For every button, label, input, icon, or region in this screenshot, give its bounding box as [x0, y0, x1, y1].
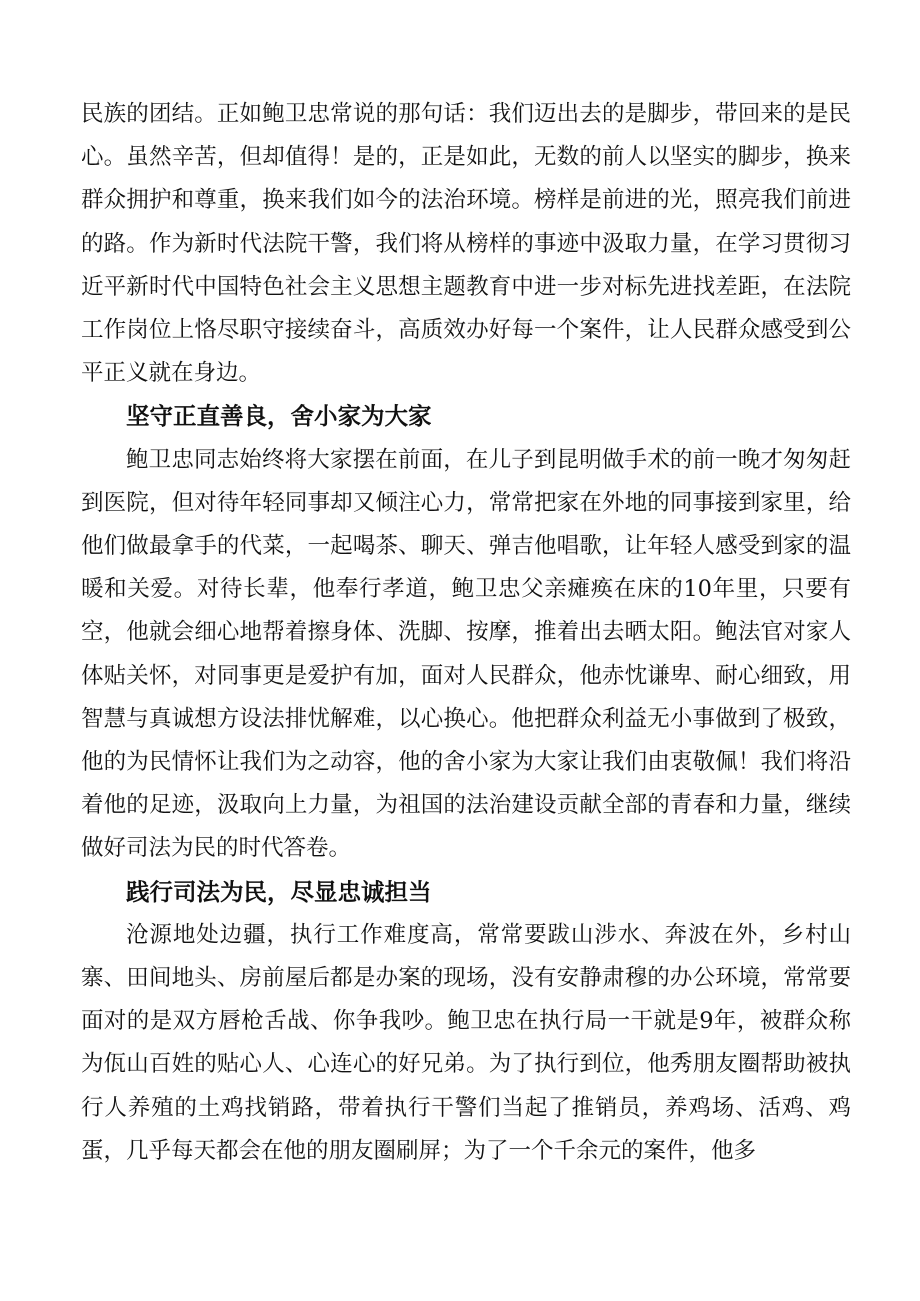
- section-heading-1: 坚守正直善良，舍小家为大家: [126, 402, 432, 431]
- section-heading-2: 践行司法为民，尽显忠诚担当: [126, 877, 432, 906]
- paragraph-section-2: 沧源地处边疆，执行工作难度高，常常要跋山涉水、奔波在外，乡村山寨、田间地头、房前屋后都是办案的现场，没有安静肃穆的办公环境，常常要面对的是双方唇枪舌战、你争我吵。鲍卫忠在执行局一干就是9年，被群众称为佤山百姓的贴心人、心连心的好兄弟。为了执行到位，他秀朋友圈帮助被执行人养殖的土鸡找销路，带着执行干警们当起了推销员，养鸡场、活鸡、鸡蛋，几乎每天都会在他的朋友圈刷屏；为了一个千余元的案件，他多: [81, 921, 851, 1164]
- document-page: [81, 93, 851, 1173]
- paragraph-section-1: 鲍卫忠同志始终将大家摆在前面，在儿子到昆明做手术的前一晚才匆匆赶到医院，但对待年轻同事却又倾注心力，常常把家在外地的同事接到家里，给他们做最拿手的代菜，一起喝茶、聊天、弹吉他唱歌，让年轻人感受到家的温暖和关爱。对待长辈，他奉行孝道，鲍卫忠父亲瘫痪在床的10年里，只要有空，他就会细心地帮着擦身体、洗脚、按摩，推着出去晒太阳。鲍法官对家人体贴关怀，对同事更是爱护有加，面对人民群众，他赤忱谦卑、耐心细致，用智慧与真诚想方设法排忧解难，以心换心。他把群众利益无小事做到了极致，他的为民情怀让我们为之动容，他的舍小家为大家让我们由衷敬佩！我们将沿着他的足迹，汲取向上力量，为祖国的法治建设贡献全部的青春和力量，继续做好司法为民的时代答卷。: [81, 446, 851, 862]
- paragraph-intro: 民族的团结。正如鲍卫忠常说的那句话：我们迈出去的是脚步，带回来的是民心。虽然辛苦，但却值得！是的，正是如此，无数的前人以坚实的脚步，换来群众拥护和尊重，换来我们如今的法治环境。榜样是前进的光，照亮我们前进的路。作为新时代法院干警，我们将从榜样的事迹中汲取力量，在学习贯彻习近平新时代中国特色社会主义思想主题教育中进一步对标先进找差距，在法院工作岗位上恪尽职守接续奋斗，高质效办好每一个案件，让人民群众感受到公平正义就在身边。: [81, 101, 851, 387]
